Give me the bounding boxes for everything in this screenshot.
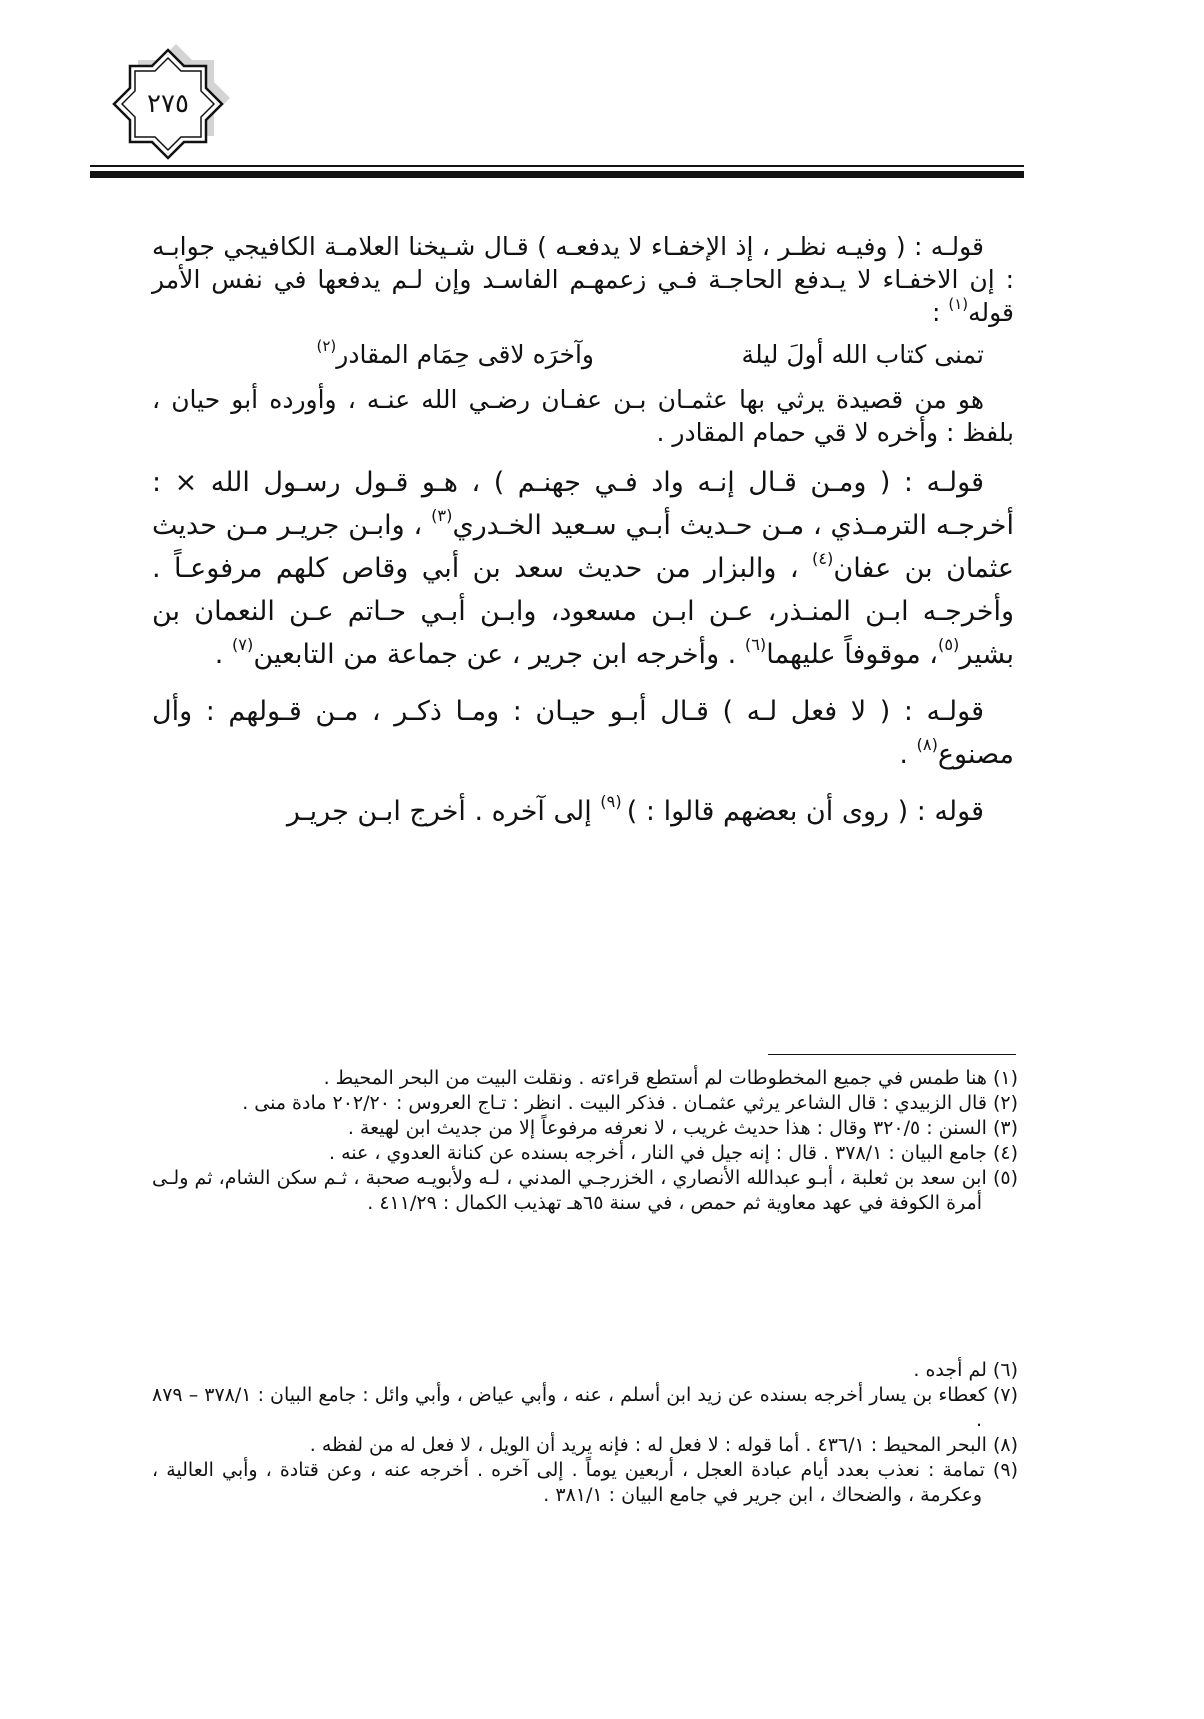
footnote-3: (٣) السنن : ٣٢٠/٥ وقال : هذا حديث غريب ، لا نعرفه مرفوعاً إلا من جديث ابن لهيعة . (347, 1117, 1018, 1139)
footnote-7: (٧) كعطاء بن يسار أخرجه بسنده عن زيد ابن أسلم ، عنه ، وأبي عياض ، وأبي وائل : جامع البيان : ٣٧٨/١ – ٨٧٩ . (152, 1384, 1018, 1431)
footnote-4: (٤) جامع البيان : ٣٧٨/١ . قال : إنه جيل في النار ، أخرجه بسنده عن كنانة العدوي ، عنه . (328, 1142, 1018, 1164)
poetry-verse (152, 335, 1014, 375)
footnote-ref-1: (١) (948, 294, 969, 313)
header-rule-thin (90, 165, 1024, 167)
main-text (152, 230, 1014, 833)
footnote-separator (768, 1054, 1016, 1055)
footnote-ref-2: (٢) (316, 336, 337, 355)
footnote-6: (٦) لم أجده . (913, 1359, 1018, 1381)
footnotes-group-2 (152, 1358, 1018, 1508)
footnote-ref-6: (٦) (744, 634, 767, 654)
footnote-ref-9: (٩) (600, 791, 627, 811)
paragraph-1-line-1: قولـه : ( وفيـه نظـر ، إذ الإخفـاء لا يدفعـه ) قـال شـيخنا العلامـة (324, 232, 985, 261)
footnote-ref-8: (٨) (916, 734, 938, 754)
paragraph-3 (152, 461, 1014, 676)
footnote-5: (٥) ابن سعد بن ثعلبة ، أبـو عبدالله الأنصاري ، الخزرجـي المدني ، لـه ولأبويـه صحبة ، ثـم سكن الشام، ثم ولـى أمرة الكوفة في عهد معاوية ثم حمص ، في سنة ٦٥هـ تهذيب الكمال : ٤١١/٢٩ . (152, 1167, 1018, 1214)
paragraph-1 (152, 230, 1014, 329)
page-number: ٢٧٥ (147, 89, 189, 119)
footnote-ref-4: (٤) (812, 548, 834, 568)
paragraph-5-part-2: إلى آخره . أخرج ابـن جريـر (286, 796, 601, 827)
footnote-ref-7: (٧) (231, 634, 254, 654)
paragraph-3-part-6: . (214, 639, 232, 670)
header-rule-thick (90, 171, 1024, 178)
footnotes-group-1 (152, 1066, 1018, 1216)
footnote-ref-5: (٥) (937, 634, 960, 654)
footnote-1: (١) هنا طمس في جميع المخطوطات لم أستطع قراءته . ونقلت البيت من البحر المحيط . (323, 1067, 1018, 1089)
paragraph-4 (152, 690, 1014, 776)
paragraph-3-part-1: قولـه : ( ومـن قـال إنـه واد فـي جهنـم ) ، هـو قـول رسـول الله × : أخرجـه الترمـذي ، مـن حـديث أبـي سـعيد الخـدري (152, 467, 1015, 541)
paragraph-1-line-2: الكافيجي جوابـه : إن الاخفـاء لا يـدفع الحاجـة فـي زعمهـم الفاسـد وإن لـم (152, 232, 1015, 294)
paragraph-4-part-1: قولـه : ( لا فعل لـه ) قـال أبـو حيـان : ومـا ذكـر ، مـن قـولهم : وأل مصنوع (152, 696, 1014, 770)
verse-second-hemistich (174, 335, 594, 375)
paragraph-3-part-5: . وأخرجه ابن جرير ، عن جماعة من التابعين (253, 639, 745, 670)
paragraph-3-part-4: ، موقوفاً عليهما (766, 639, 938, 670)
footnote-2: (٢) قال الزبيدي : قال الشاعر يرثي عثمـان . فذكر البيت . انظر : تـاج العروس : ٢٠٢/٢٠ مادة منى . (242, 1092, 1018, 1114)
paragraph-4-part-2: . (899, 739, 917, 770)
paragraph-1-line-3: يدفعها في نفس الأمر قوله (152, 265, 1014, 327)
paragraph-2: هو من قصيدة يرثي بها عثمـان بـن عفـان رضـي الله عنـه ، وأورده أبو حيان ، بلفظ : وأخره لا قي حمام المقادر . (152, 385, 1014, 447)
verse-first-hemistich: تمنى كتاب الله أولَ ليلة (741, 340, 984, 369)
paragraph-1-tail: : (931, 298, 949, 327)
page-number-badge (108, 44, 236, 172)
paragraph-5-part-1: قوله : ( روى أن بعضهم قالوا : ) (626, 796, 984, 827)
footnote-ref-3: (٣) (431, 505, 453, 525)
paragraph-5 (152, 790, 1014, 833)
footnote-8: (٨) البحر المحيط : ٤٣٦/١ . أما قوله : لا فعل له : فإنه يريد أن الويل ، لا فعل له من لفظه . (309, 1434, 1018, 1456)
paragraph-3-part-2: ، وابـن جريـر مـن حديث عثمان بن عفان (152, 510, 1014, 584)
paragraph-3-part-3: ، والبزار من حديث سعد بن أبي وقاص كلهم مرفوعـاً . وأخرجـه ابـن المنـذر، عـن ابـن مسعود، وابـن أبـي حـاتم عـن النعمان بن بشير (152, 553, 1014, 670)
footnote-9: (٩) تمامة : نعذب بعدد أيام عبادة العجل ، أربعين يوماً . إلى آخره . أخرجه عنه ، وعن قتادة ، وأبي العالية ، وعكرمة ، والضحاك ، ابن جرير في جامع البيان : ٣٨١/١ . (152, 1459, 1018, 1506)
verse-second-text: وآخرَه لاقى حِمَام المقادر (336, 340, 594, 369)
